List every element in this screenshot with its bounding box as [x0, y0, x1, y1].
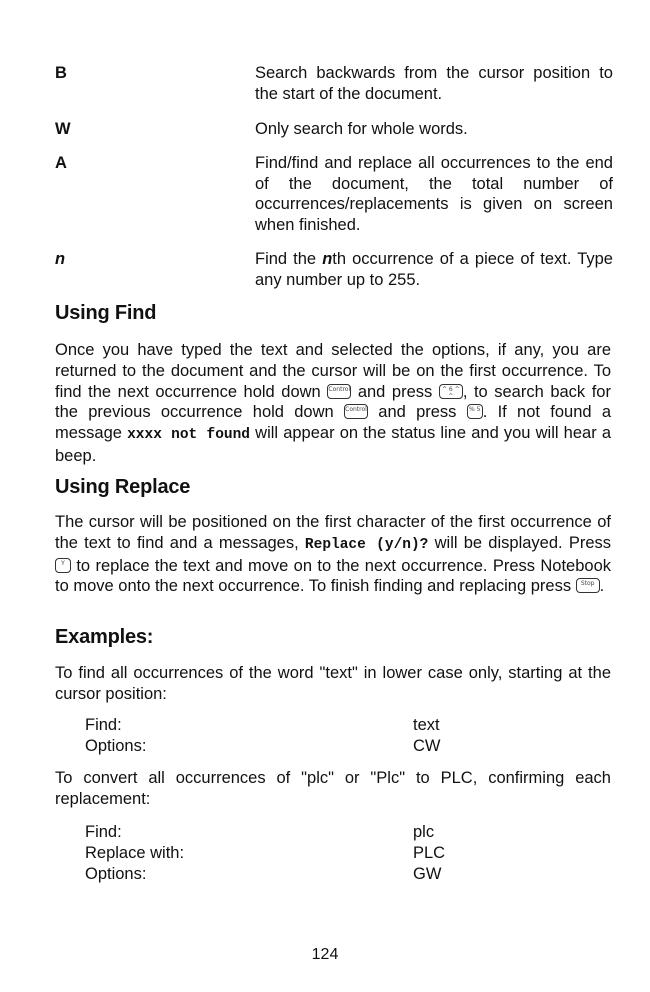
- example-intro-2: To convert all occurrences of "plc" or "Plc" to PLC, confirming each replacement:: [55, 769, 611, 808]
- option-key: n: [55, 250, 66, 268]
- example-row: Replace with: PLC: [85, 844, 446, 862]
- control-key-icon: Control: [344, 404, 368, 419]
- option-key: W: [55, 120, 71, 138]
- y-key-icon: Y: [55, 558, 71, 573]
- example-1-table: [85, 715, 485, 757]
- replace-prompt-message: Replace (y/n)?: [304, 536, 429, 553]
- percent-5-key-icon: % 5: [467, 404, 483, 419]
- option-desc: Find the nth occurrence of a piece of text. Type any number up to 255.: [255, 250, 613, 289]
- example-intro-1: To find all occurrences of the word "text" in lower case only, starting at the cursor position:: [55, 664, 611, 703]
- example-row: Find: text: [85, 716, 440, 734]
- using-find-heading: Using Find: [55, 302, 157, 324]
- example-row: Options: GW: [85, 865, 442, 883]
- option-key: B: [55, 64, 67, 82]
- using-replace-paragraph: The cursor will be positioned on the first character of the first occurrence of the text to find and a messages, Replace (y/n)? will be displayed. Press Y to replace the text and move on to the next occurrence. Press Notebook to move onto the next occurrence. To finish finding and replacing press Stop .: [55, 513, 612, 596]
- page-number: 124: [311, 946, 339, 963]
- example-2-table: [85, 822, 485, 885]
- shift-key-icon: ^ 6 ^ ^: [439, 384, 463, 399]
- example-row: Find: plc: [85, 823, 435, 841]
- option-desc: Search backwards from the cursor position to the start of the document.: [255, 64, 613, 103]
- not-found-message: xxxx not found: [127, 427, 251, 444]
- using-replace-heading: Using Replace: [55, 476, 191, 498]
- option-desc: Only search for whole words.: [255, 120, 468, 138]
- control-key-icon: Control: [327, 384, 351, 399]
- examples-heading: Examples:: [55, 626, 154, 648]
- using-find-paragraph: Once you have typed the text and selected the options, if any, you are returned to the document and the cursor will be on the first occurrence. To find the next occurrence hold down Control and press ^ 6 ^ ^ , to search back for the previous occurrence hold down Control and press % 5 . If not found a message xxxx not found will appear on the status line and you will hear a beep.: [55, 341, 611, 465]
- example-row: Options: CW: [85, 737, 441, 755]
- stop-key-icon: Stop: [576, 578, 600, 593]
- option-key: A: [55, 154, 67, 172]
- option-desc: Find/find and replace all occurrences to the end of the document, the total number of occurrences/replacements is given on screen when finished.: [255, 154, 613, 234]
